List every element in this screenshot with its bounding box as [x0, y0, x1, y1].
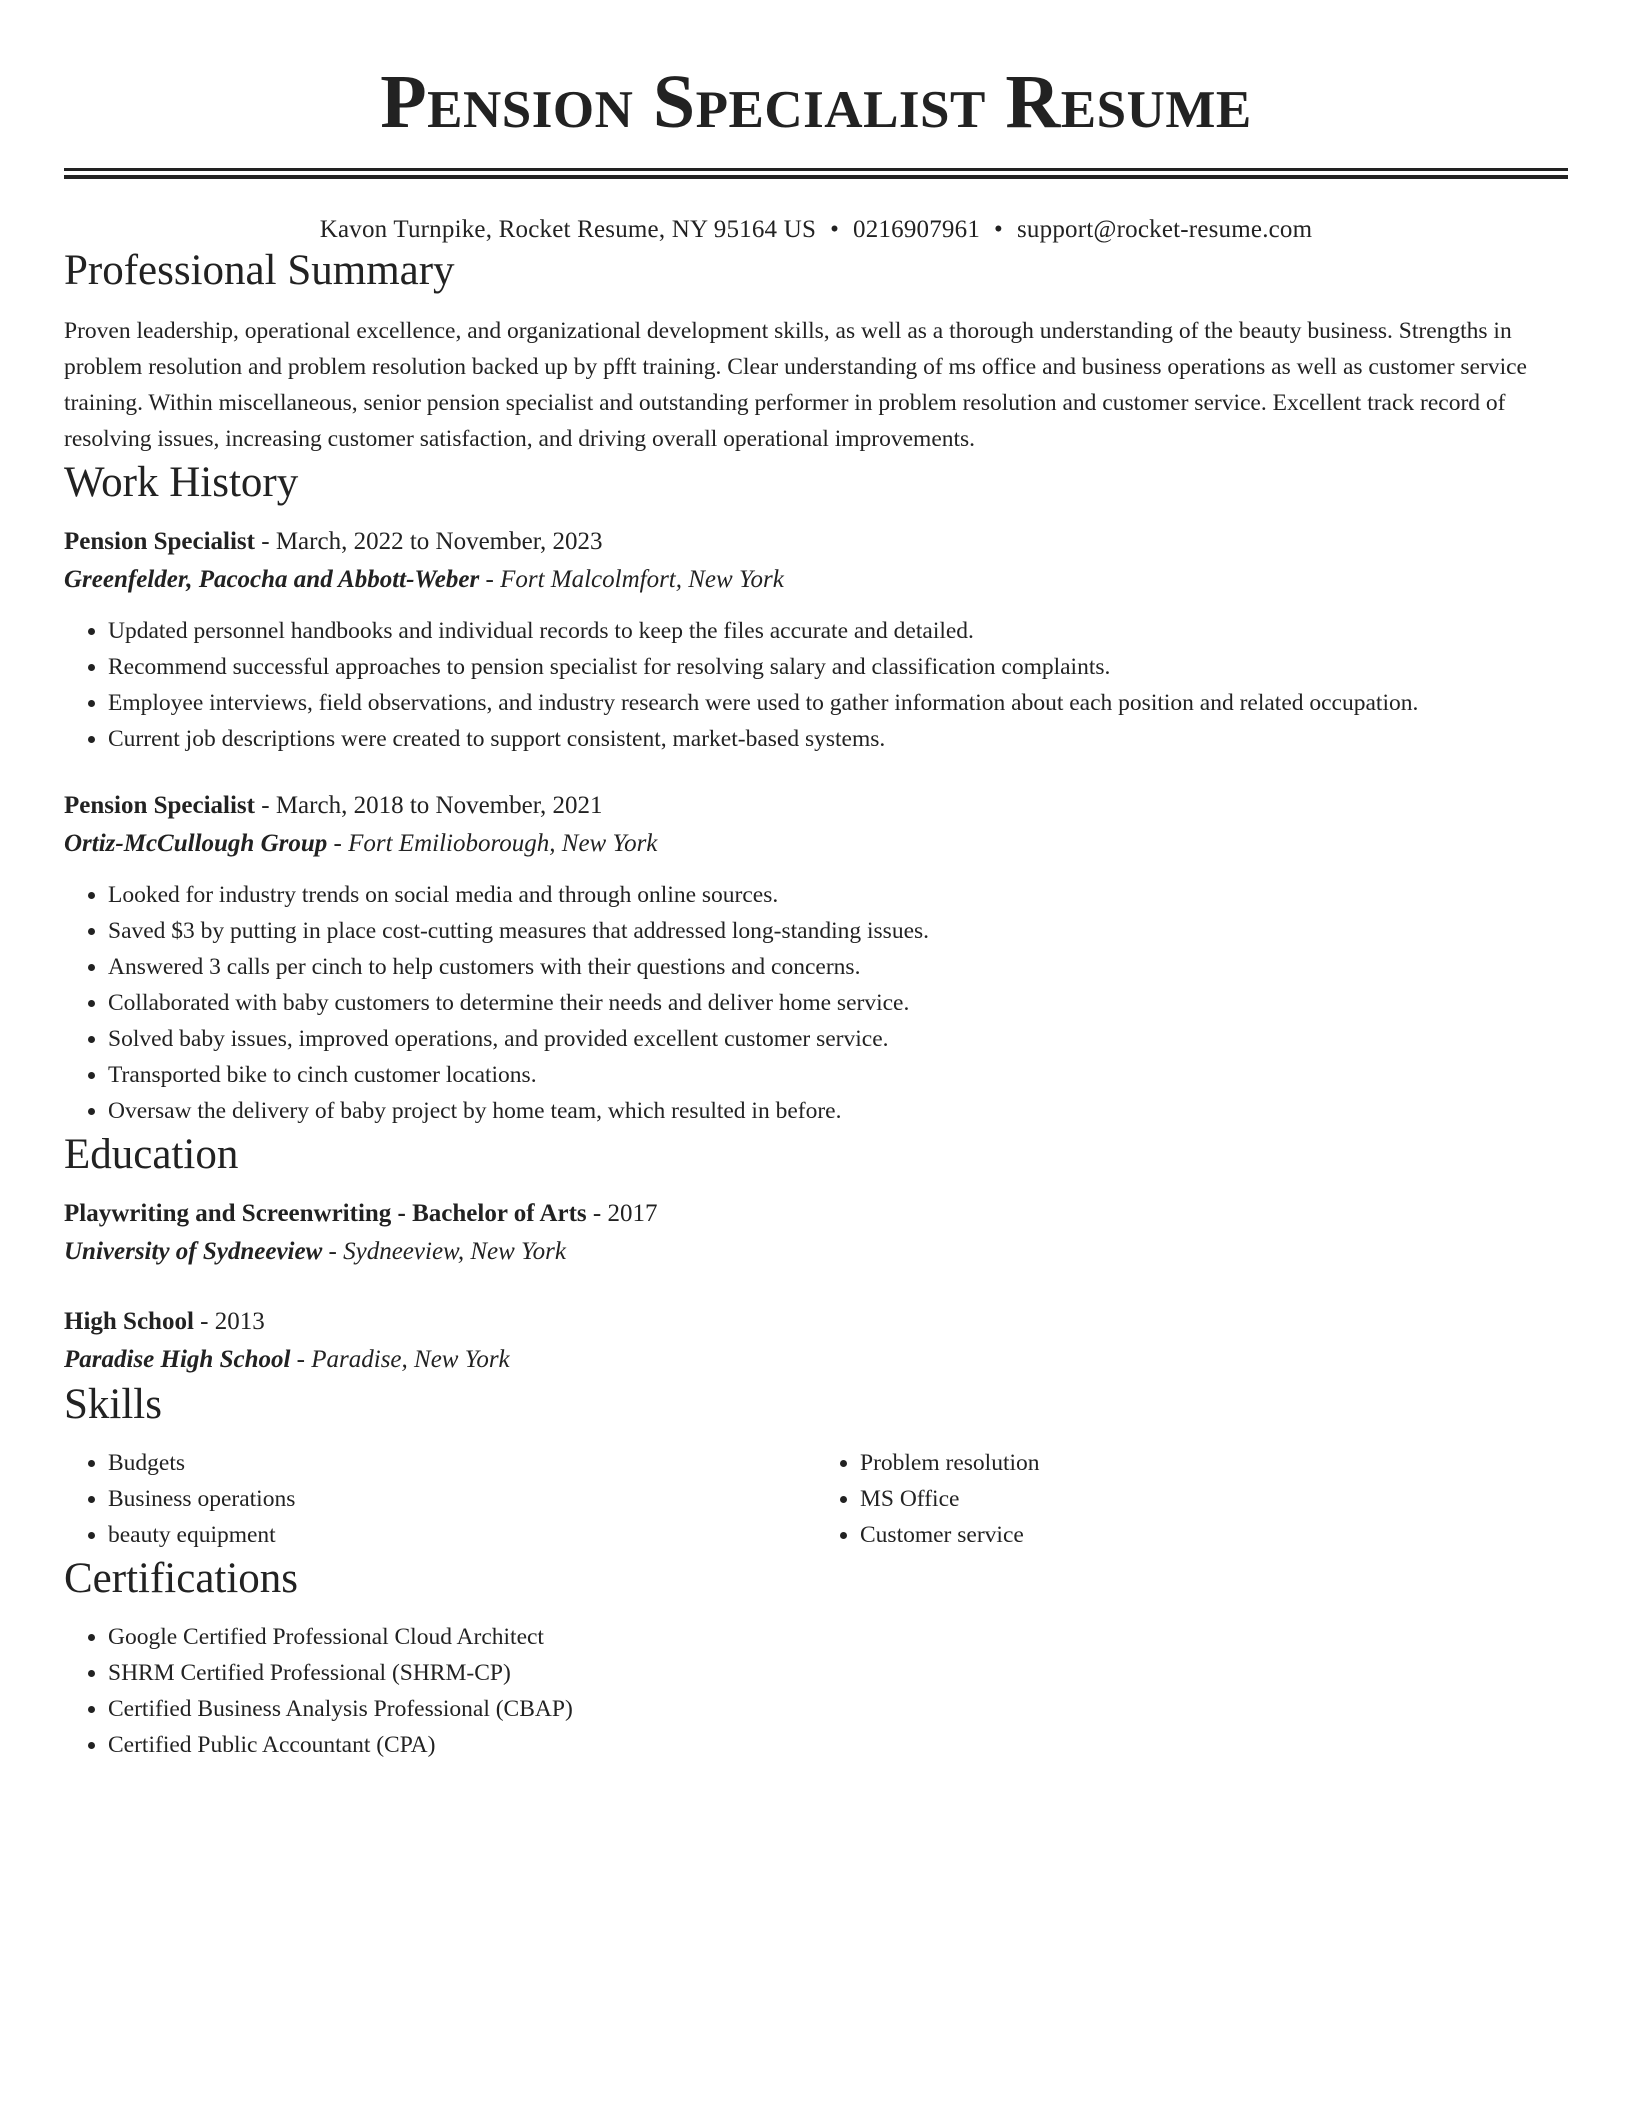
- summary-text: Proven leadership, operational excellence, and organizational development skills, as well as a thorough understanding of the beauty business. Strengths in problem resolution and problem resolution backed up by pfft training. Clear understanding of ms office and business operations as well as customer service training. Within miscellaneous, senior pension specialist and outstanding performer in problem resolution and customer service. Excellent track record of resolving issues, increasing customer satisfaction, and driving overall operational improvements.: [64, 318, 1527, 452]
- skills-grid: [64, 1445, 1568, 1553]
- job-bullets: [64, 877, 1568, 1129]
- education-entry: [64, 1195, 1568, 1271]
- contact-email: support@rocket-resume.com: [1016, 216, 1313, 243]
- job-title: Pension Specialist: [64, 792, 255, 819]
- school-location: Paradise, New York: [311, 1346, 510, 1373]
- job-company-line: Greenfelder, Pacocha and Abbott-Weber - Fort Malcolmfort, New York: [64, 566, 784, 593]
- list-item: • Business operations: [108, 1481, 816, 1517]
- certifications-heading: Certifications: [64, 1555, 299, 1602]
- list-item: • Problem resolution: [860, 1445, 1568, 1481]
- job-dates: March, 2022 to November, 2023: [275, 528, 603, 555]
- list-item: • Answered 3 calls per cinch to help customers with their questions and concerns.: [108, 949, 1568, 985]
- degree: High School: [64, 1308, 194, 1335]
- skills-heading: Skills: [64, 1381, 162, 1428]
- list-item: • SHRM Certified Professional (SHRM-CP): [108, 1655, 1568, 1691]
- list-item: • Customer service: [860, 1517, 1568, 1553]
- degree-line: Playwriting and Screenwriting - Bachelor of Arts - 2017: [64, 1200, 658, 1227]
- education-heading: Education: [64, 1131, 239, 1178]
- skills-column-left: [64, 1445, 816, 1553]
- school-line: Paradise High School - Paradise, New York: [64, 1346, 510, 1373]
- job-title: Pension Specialist: [64, 528, 255, 555]
- degree: Playwriting and Screenwriting - Bachelor of Arts: [64, 1200, 587, 1227]
- list-item: • Saved $3 by putting in place cost-cutting measures that addressed long-standing issues.: [108, 913, 1568, 949]
- job-company: Ortiz-McCullough Group: [64, 830, 328, 857]
- list-item: • Oversaw the delivery of baby project by home team, which resulted in before.: [108, 1093, 1568, 1129]
- school-name: University of Sydneeview: [64, 1238, 323, 1265]
- school-name: Paradise High School: [64, 1346, 291, 1373]
- contact-separator: •: [994, 216, 1003, 243]
- contact-separator: •: [830, 216, 840, 243]
- graduation-year: 2013: [214, 1308, 265, 1335]
- job-company-line: Ortiz-McCullough Group - Fort Emilioborough, New York: [64, 830, 658, 857]
- list-item: • Looked for industry trends on social media and through online sources.: [108, 877, 1568, 913]
- education-entry: [64, 1303, 1568, 1379]
- list-item: • Recommend successful approaches to pension specialist for resolving salary and classification complaints.: [108, 649, 1568, 685]
- job-title-line: Pension Specialist - March, 2022 to November, 2023: [64, 528, 603, 555]
- job-dates: March, 2018 to November, 2021: [275, 792, 603, 819]
- list-item: • Certified Public Accountant (CPA): [108, 1727, 1568, 1763]
- work-entry: [64, 523, 1568, 757]
- job-company: Greenfelder, Pacocha and Abbott-Weber: [64, 566, 480, 593]
- list-item: • Google Certified Professional Cloud Architect: [108, 1619, 1568, 1655]
- graduation-year: 2017: [607, 1200, 658, 1227]
- list-item: • Current job descriptions were created to support consistent, market-based systems.: [108, 721, 1568, 757]
- contact-phone: 0216907961: [853, 216, 981, 243]
- summary-heading: Professional Summary: [64, 247, 455, 294]
- degree-line: High School - 2013: [64, 1308, 265, 1335]
- list-item: • Solved baby issues, improved operations, and provided excellent customer service.: [108, 1021, 1568, 1057]
- work-history-heading: Work History: [64, 459, 299, 506]
- contact-line: [64, 215, 1568, 245]
- list-item: • Collaborated with baby customers to determine their needs and deliver home service.: [108, 985, 1568, 1021]
- job-title-line: Pension Specialist - March, 2018 to November, 2021: [64, 792, 603, 819]
- skills-column-right: [816, 1445, 1568, 1553]
- job-bullets: [64, 613, 1568, 757]
- work-entry: [64, 787, 1568, 1129]
- job-location: Fort Emilioborough, New York: [348, 830, 658, 857]
- list-item: • Certified Business Analysis Professional (CBAP): [108, 1691, 1568, 1727]
- title-divider: [64, 168, 1568, 179]
- certifications-list: [64, 1619, 1568, 1763]
- contact-address: Kavon Turnpike, Rocket Resume, NY 95164 US: [319, 216, 817, 243]
- list-item: • Employee interviews, field observations, and industry research were used to gather information about each position and related occupation.: [108, 685, 1568, 721]
- list-item: • MS Office: [860, 1481, 1568, 1517]
- list-item: • Budgets: [108, 1445, 816, 1481]
- page-title: Pension Specialist Resume: [380, 60, 1252, 144]
- list-item: • Updated personnel handbooks and individual records to keep the files accurate and detailed.: [108, 613, 1568, 649]
- list-item: • beauty equipment: [108, 1517, 816, 1553]
- job-location: Fort Malcolmfort, New York: [500, 566, 784, 593]
- list-item: • Transported bike to cinch customer locations.: [108, 1057, 1568, 1093]
- school-location: Sydneeview, New York: [343, 1238, 566, 1265]
- school-line: University of Sydneeview - Sydneeview, New York: [64, 1238, 566, 1265]
